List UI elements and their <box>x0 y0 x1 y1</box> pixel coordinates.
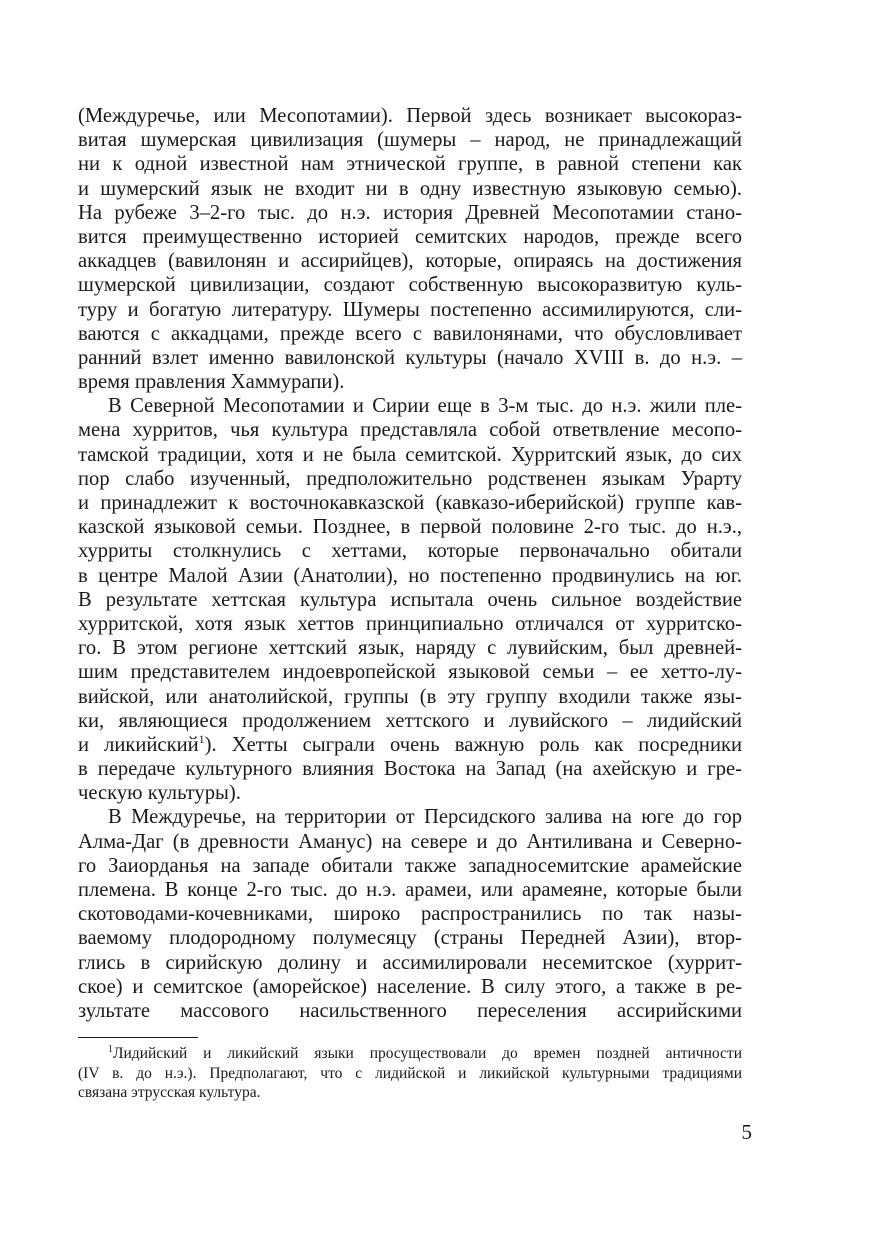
text-line: племена. В конце 2-го тыс. до н.э. арамеи, или арамеяне, которые были <box>78 879 742 901</box>
text-line: ское) и семитское (аморейское) население. В силу этого, а также в ре- <box>78 975 742 998</box>
text-line: глись в сирийскую долину и ассимилировали несемитское (хуррит- <box>78 951 742 974</box>
text-line: в передаче культурного влияния Востока на Запад (на ахейскую и гре- <box>78 758 742 781</box>
text-fragment: ). Хетты сыграли очень важную роль как посредники <box>204 733 742 756</box>
paragraph-2 <box>78 394 742 805</box>
text-line: аккадцев (вавилонян и ассирийцев), которые, опираясь на достижения <box>78 250 742 273</box>
text-fragment: и ликийский <box>78 733 199 756</box>
text-line: тамской традиции, хотя и не была семитской. Хурритский язык, до сих <box>78 443 742 466</box>
footnote-line: связана этрусская культура. <box>78 1084 261 1101</box>
text-line: хурритской, хотя язык хеттов принципиально отличался от хурритско- <box>78 612 742 635</box>
text-line: витая шумерская цивилизация (шумеры – народ, не принадлежащий <box>78 129 742 152</box>
text-line: мена хурритов, чья культура представляла собой ответвление месопо- <box>78 419 742 442</box>
footnote-reference[interactable]: 1 <box>198 731 205 746</box>
text-line-with-footnote-ref <box>78 733 742 757</box>
footnote-line <box>78 1044 742 1064</box>
footnote-section <box>78 1044 742 1103</box>
text-line: казской языковой семьи. Позднее, в первой половине 2-го тыс. до н.э., <box>78 516 742 539</box>
text-line: го Заиорданья на западе обитали также западносемитские арамейские <box>78 854 742 877</box>
text-line: ваемому плодородному полумесяцу (страны Передней Азии), втор- <box>78 927 742 950</box>
text-line: В результате хеттская культура испытала очень сильное воздействие <box>78 588 742 611</box>
text-line: туру и богатую литературу. Шумеры постепенно ассимилируются, сли- <box>78 298 742 321</box>
text-line: ни к одной известной нам этнической группе, в равной степени как <box>78 153 742 176</box>
text-line: На рубеже 3–2-го тыс. до н.э. история Древней Месопотамии стано- <box>78 201 742 224</box>
text-line: и принадлежит к восточнокавказской (кавказо-иберийской) группе кав- <box>78 492 742 514</box>
text-line: шумерской цивилизации, создают собственную высокоразвитую куль- <box>78 274 742 297</box>
text-line: В Междуречье, на территории от Персидского залива на юге до гор <box>108 806 742 829</box>
text-line: В Северной Месопотамии и Сирии еще в 3-м тыс. до н.э. жили пле- <box>108 395 742 418</box>
text-line: (Междуречье, или Месопотамии). Первой здесь возникает высокораз- <box>78 105 742 127</box>
main-text <box>78 104 742 1023</box>
text-line: вийской, или анатолийской, группы (в эту группу входили также язы- <box>78 685 742 708</box>
text-line: пор слабо изученный, предположительно родственен языкам Урарту <box>78 467 742 490</box>
text-line: в центре Малой Азии (Анатолии), но постепенно продвинулись на юг. <box>78 564 742 587</box>
text-line: ческую культуры). <box>78 782 241 805</box>
footnote-text: Лидийский и ликийский языки просуществовали до времен поздней античности <box>113 1045 742 1062</box>
text-line: ваются с аккадцами, прежде всего с вавилонянами, что обусловливает <box>78 322 742 345</box>
paragraph-1 <box>78 104 742 394</box>
footnote-marker: 1 <box>108 1044 113 1055</box>
footnote-divider <box>78 1037 198 1038</box>
text-line: го. В этом регионе хеттский язык, наряду с лувийским, был древней- <box>78 637 742 660</box>
text-line: шим представителем индоевропейской языковой семьи – ее хетто-лу- <box>78 661 742 684</box>
text-line: и шумерский язык не входит ни в одну известную языковую семью). <box>78 177 742 200</box>
text-line: ранний взлет именно вавилонской культуры (начало XVIII в. до н.э. – <box>78 346 742 369</box>
text-line: зультате массового насильственного переселения ассирийскими <box>78 999 742 1022</box>
paragraph-3 <box>78 805 742 1023</box>
footnote-line: (IV в. до н.э.). Предполагают, что с лидийской и ликийской культурными традициями <box>78 1064 742 1082</box>
page-number: 5 <box>741 1120 752 1144</box>
text-line: Алма-Даг (в древности Аманус) на севере и до Антиливана и Северно- <box>78 830 742 853</box>
text-line: вится преимущественно историей семитских народов, прежде всего <box>78 225 742 248</box>
text-line: ки, являющиеся продолжением хеттского и лувийского – лидийский <box>78 709 742 732</box>
text-line: хурриты столкнулись с хеттами, которые первоначально обитали <box>78 540 742 563</box>
text-line: скотоводами-кочевниками, широко распространились по так назы- <box>78 903 742 926</box>
text-line: время правления Хаммурапи). <box>78 371 345 394</box>
